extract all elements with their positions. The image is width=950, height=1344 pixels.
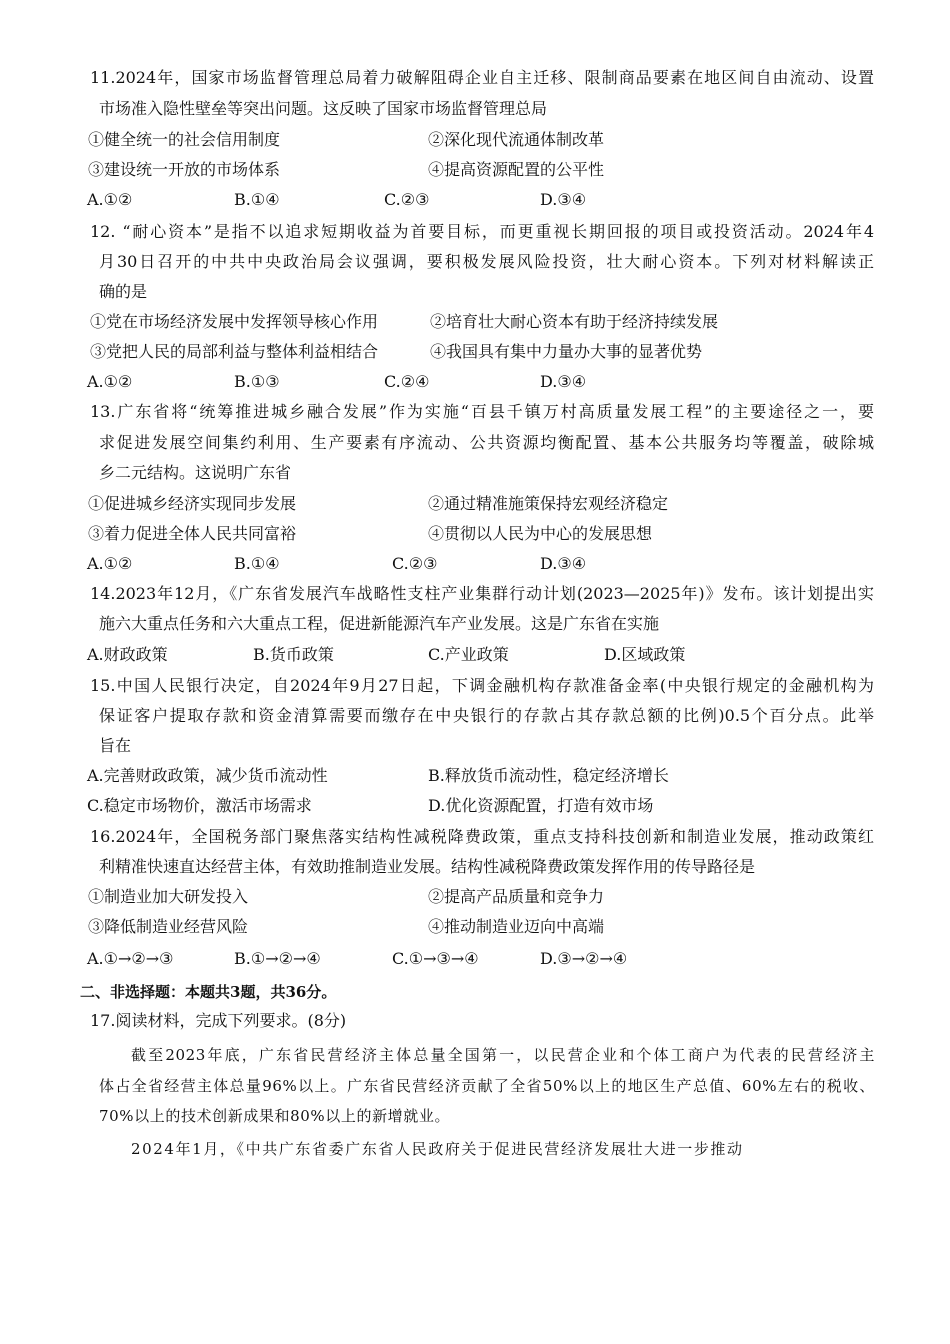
q15-stem-2: 保证客户提取存款和资金清算需要而缴存在中央银行的存款占其存款总额的比例)0.5个百分点。此举: [99, 706, 874, 725]
q13-choice-a: A.①②: [87, 554, 133, 573]
q13-option-1: ①促进城乡经济实现同步发展: [88, 494, 297, 513]
q12-option-2: ②培育壮大耐心资本有助于经济持续发展: [430, 312, 719, 331]
q14-choice-c: C.产业政策: [428, 645, 509, 664]
q16-option-1: ①制造业加大研发投入: [88, 887, 249, 906]
q14-stem-1: 14.2023年12月，《广东省发展汽车战略性支柱产业集群行动计划(2023—2025年)》发布。该计划提出实: [90, 584, 874, 603]
q11-option-2: ②深化现代流通体制改革: [428, 130, 605, 149]
q15-choice-d: D.优化资源配置，打造有效市场: [428, 796, 654, 815]
q12-option-4: ④我国具有集中力量办大事的显著优势: [430, 342, 703, 361]
q11-choice-b: B.①④: [234, 190, 280, 209]
q13-option-4: ④贯彻以人民为中心的发展思想: [428, 524, 653, 543]
q16-option-2: ②提高产品质量和竞争力: [428, 887, 605, 906]
q17-material-3: 70%以上的技术创新成果和80%以上的新增就业。: [99, 1107, 451, 1125]
q16-option-4: ④推动制造业迈向中高端: [428, 917, 605, 936]
q12-stem-1: 12. “耐心资本”是指不以追求短期收益为首要目标，而更重视长期回报的项目或投资活动。2024年4: [90, 222, 874, 241]
q15-stem-1: 15.中国人民银行决定，自2024年9月27日起，下调金融机构存款准备金率(中央银行规定的金融机构为: [90, 676, 874, 695]
q16-choice-c: C.①→③→④: [392, 949, 479, 968]
q16-option-3: ③降低制造业经营风险: [88, 917, 249, 936]
q13-stem-1: 13.广东省将“统筹推进城乡融合发展”作为实施“百县千镇万村高质量发展工程”的主要途径之一，要: [90, 402, 874, 421]
q14-choice-d: D.区域政策: [604, 645, 686, 664]
q12-option-3: ③党把人民的局部利益与整体利益相结合: [90, 342, 379, 361]
q13-stem-2: 求促进发展空间集约利用、生产要素有序流动、公共资源均衡配置、基本公共服务均等覆盖，破除城: [99, 433, 874, 452]
q12-choice-c: C.②④: [384, 372, 430, 391]
q11-choice-c: C.②③: [384, 190, 430, 209]
q16-stem-2: 利精准快速直达经营主体，有效助推制造业发展。结构性减税降费政策发挥作用的传导路径是: [99, 857, 756, 876]
q11-option-1: ①健全统一的社会信用制度: [88, 130, 281, 149]
q17-material-4: 2024年1月，《中共广东省委广东省人民政府关于促进民营经济发展壮大进一步推动: [131, 1140, 744, 1158]
q11-choice-a: A.①②: [87, 190, 133, 209]
q12-choice-d: D.③④: [540, 372, 587, 391]
q14-stem-2: 施六大重点任务和六大重点工程，促进新能源汽车产业发展。这是广东省在实施: [99, 614, 660, 633]
q14-choice-a: A.财政政策: [87, 645, 168, 664]
q13-option-2: ②通过精准施策保持宏观经济稳定: [428, 494, 669, 513]
q15-choice-c: C.稳定市场物价，激活市场需求: [87, 796, 312, 815]
q16-stem-1: 16.2024年，全国税务部门聚焦落实结构性减税降费政策，重点支持科技创新和制造业发展，推动政策红: [90, 827, 874, 846]
q16-choice-d: D.③→②→④: [540, 949, 628, 968]
q16-choice-a: A.①→②→③: [87, 949, 174, 968]
q12-option-1: ①党在市场经济发展中发挥领导核心作用: [90, 312, 379, 331]
q13-option-3: ③着力促进全体人民共同富裕: [88, 524, 297, 543]
q11-choice-d: D.③④: [540, 190, 587, 209]
q13-choice-b: B.①④: [234, 554, 280, 573]
q15-stem-3: 旨在: [99, 736, 132, 755]
section-heading: 二、非选择题：本题共3题，共36分。: [80, 983, 337, 1001]
q11-stem-2: 市场准入隐性壁垒等突出问题。这反映了国家市场监督管理总局: [99, 99, 548, 118]
q11-stem-1: 11.2024年，国家市场监督管理总局着力破解阻碍企业自主迁移、限制商品要素在地区间自由流动、设置: [90, 68, 874, 87]
q12-choice-b: B.①③: [234, 372, 280, 391]
q12-choice-a: A.①②: [87, 372, 133, 391]
q13-choice-c: C.②③: [392, 554, 438, 573]
q15-choice-a: A.完善财政政策，减少货币流动性: [87, 766, 328, 785]
q17-prompt: 17.阅读材料，完成下列要求。(8分): [90, 1011, 347, 1030]
q11-option-4: ④提高资源配置的公平性: [428, 160, 605, 179]
q12-stem-3: 确的是: [99, 282, 148, 301]
q17-material-2: 体占全省经营主体总量96%以上。广东省民营经济贡献了全省50%以上的地区生产总值、60%左右的税收、: [99, 1077, 875, 1095]
q12-stem-2: 月30日召开的中共中央政治局会议强调，要积极发展风险投资，壮大耐心资本。下列对材料解读正: [99, 252, 874, 271]
q11-option-3: ③建设统一开放的市场体系: [88, 160, 281, 179]
q14-choice-b: B.货币政策: [253, 645, 334, 664]
q17-material-1: 截至2023年底，广东省民营经济主体总量全国第一，以民营企业和个体工商户为代表的民营经济主: [131, 1046, 875, 1064]
q16-choice-b: B.①→②→④: [234, 949, 321, 968]
q15-choice-b: B.释放货币流动性，稳定经济增长: [428, 766, 669, 785]
q13-stem-3: 乡二元结构。这说明广东省: [99, 463, 292, 482]
q13-choice-d: D.③④: [540, 554, 587, 573]
